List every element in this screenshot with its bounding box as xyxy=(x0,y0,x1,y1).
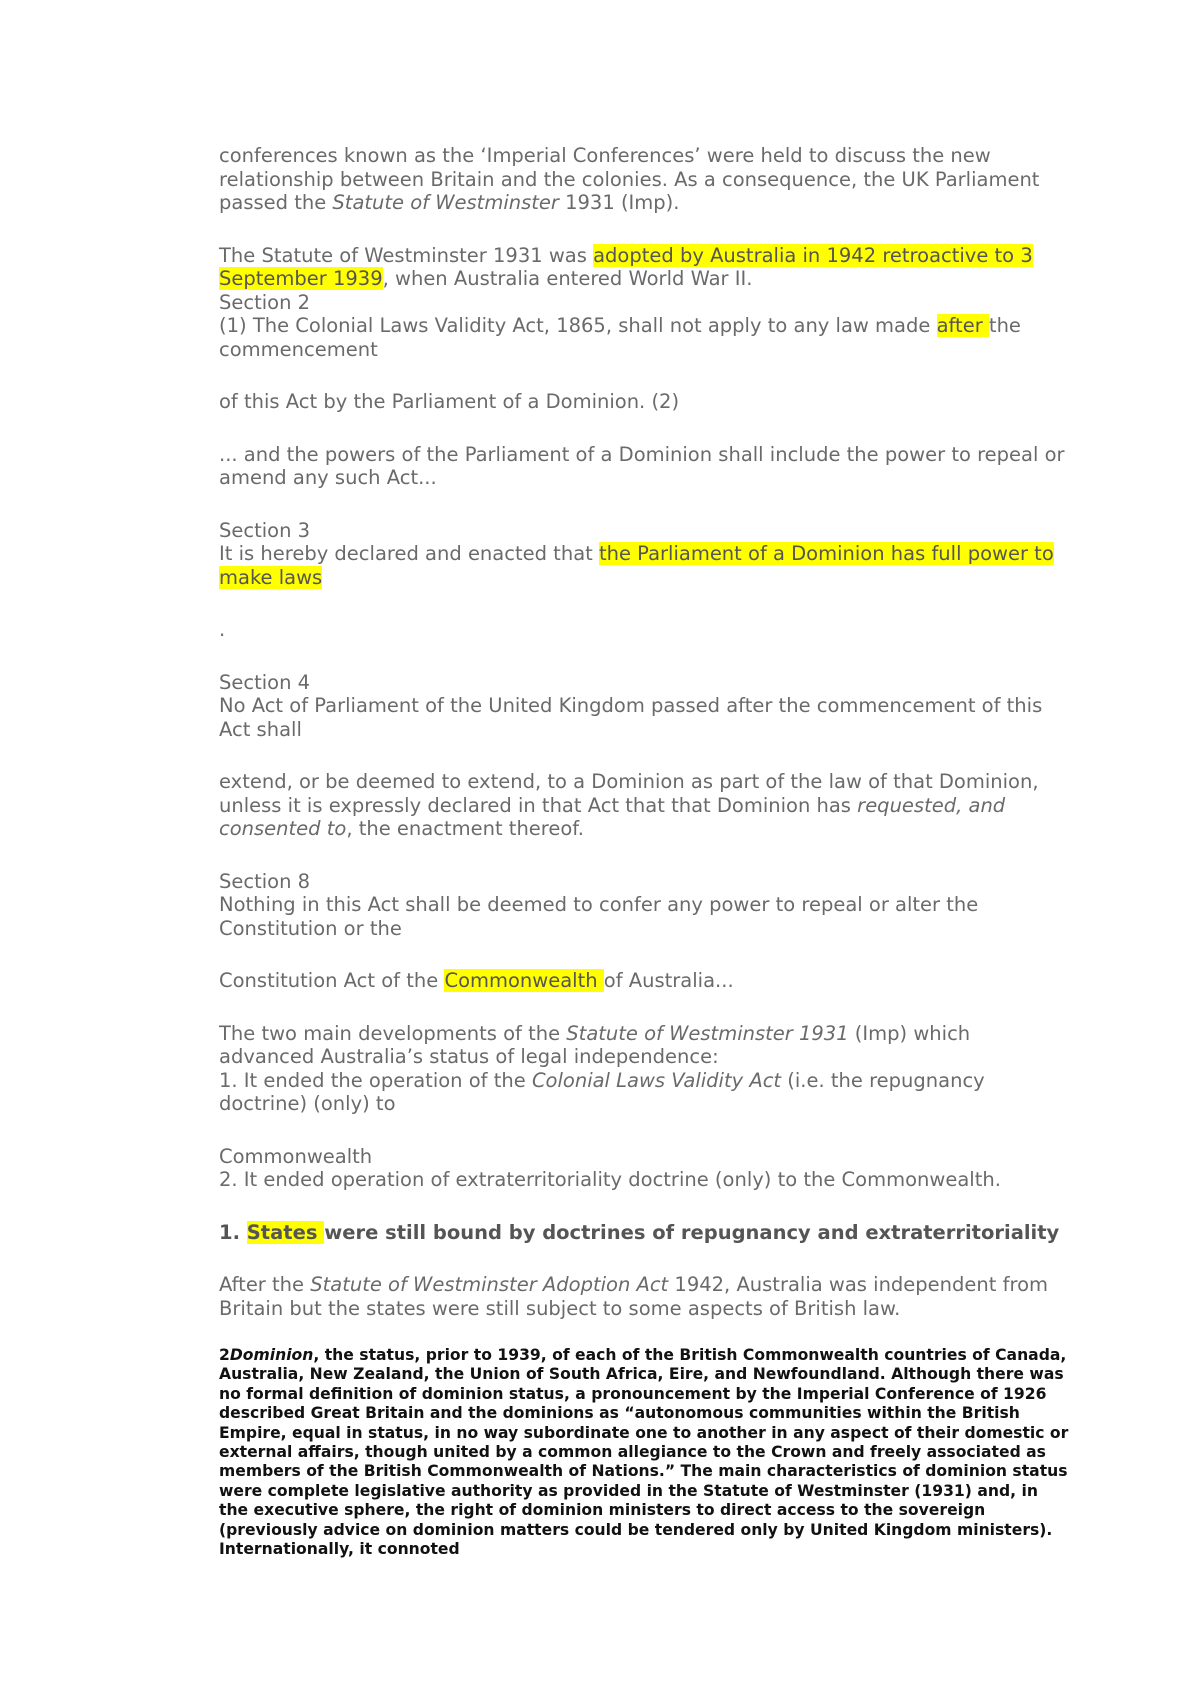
footnote-term: Dominion xyxy=(229,1346,314,1364)
italic-run: requested, and consented to xyxy=(219,793,1006,840)
highlight-run: adopted by Australia in 1942 retroactive to 3 September 1939 xyxy=(219,243,1033,290)
italic-run: Statute of Westminster 1931 xyxy=(566,1021,849,1045)
text-run: (Imp) which advanced Australia’s status of legal independence: xyxy=(219,1021,971,1068)
highlight-run: States xyxy=(246,1220,325,1244)
text-run: After the xyxy=(219,1273,311,1296)
italic-run: Statute of Westminster xyxy=(332,191,559,214)
section-8-heading: Section 8 xyxy=(219,869,311,893)
text-run: , the enactment thereof. xyxy=(346,817,584,840)
footnote-dominion xyxy=(219,1346,1069,1559)
italic-run: Statute of Westminster Adoption Act xyxy=(310,1273,669,1296)
text-run: (i.e. the repugnancy doctrine) (only) to xyxy=(219,1068,985,1115)
text-run: conferences known as the ‘Imperial Conferences’ were held to discuss the new relationship between Britain and the colonies. As a consequence, the UK Parliament passed the xyxy=(219,144,1040,214)
document-body xyxy=(219,144,1069,1320)
section-2-heading: Section 2 xyxy=(219,290,311,314)
section-4-continuation xyxy=(219,770,1069,841)
text-run: The Statute of Westminster 1931 was xyxy=(219,243,594,267)
text-run: The two main developments of the xyxy=(219,1021,567,1045)
section-4-text: No Act of Parliament of the United Kingdom passed after the commencement of this Act shall xyxy=(219,694,1043,741)
developments-intro xyxy=(219,1022,1069,1069)
highlight-run: after xyxy=(936,314,989,337)
highlight-run: Commonwealth xyxy=(444,969,604,992)
footnote-number: 2 xyxy=(219,1346,230,1364)
section-3-text xyxy=(219,542,1069,589)
text-run: 1931 (Imp). xyxy=(558,191,680,214)
text-run: 1942, Australia was independent from Britain but the states were still subject to some aspects of British law. xyxy=(219,1273,1048,1320)
text-run: the commencement xyxy=(219,314,1021,361)
states-bound-heading xyxy=(219,1221,1069,1245)
stray-period: . xyxy=(219,618,226,641)
text-run: (1) The Colonial Laws Validity Act, 1865, shall not apply to any law made xyxy=(219,314,937,337)
section-2-continuation: of this Act by the Parliament of a Dominion. (2) xyxy=(219,390,680,413)
section-2-continuation-2: ... and the powers of the Parliament of a Dominion shall include the power to repeal or amend any such Act... xyxy=(219,442,1065,489)
highlight-run: the Parliament of a Dominion has full power to make laws xyxy=(219,542,1054,589)
commonwealth-line: Commonwealth xyxy=(219,1144,373,1168)
text-run: extend, or be deemed to extend, to a Dominion as part of the law of that Dominion, unless it is expressly declared in that Act that that Dominion has xyxy=(219,770,1039,817)
text-run: It is hereby declared and enacted that xyxy=(219,542,599,565)
text-run: , when Australia entered World War II. xyxy=(382,267,753,290)
text-run: 1. It ended the operation of the xyxy=(219,1068,532,1092)
section-8-continuation xyxy=(219,969,1069,993)
text-run: of Australia... xyxy=(603,969,734,992)
section-2-text xyxy=(219,314,1069,361)
text-run: Constitution Act of the xyxy=(219,969,445,992)
italic-run: Colonial Laws Validity Act xyxy=(531,1068,782,1092)
adoption-act-paragraph xyxy=(219,1273,1069,1320)
footnote-text: , the status, prior to 1939, of each of the British Commonwealth countries of Canada, Australia, New Zealand, the Union of South Africa, Eire, and Newfoundland. Although there was no formal definition of dominion status, a pronouncement by the Imperial Conference of 1926 described Great Britain and the dominions as “autonomous communities within the British Empire, equal in status, in no way subordinate one to another in any aspect of their domestic or external affairs, though united by a common allegiance to the Crown and freely associated as members of the British Commonwealth of Nations.” The main characteristics of dominion status were complete legislative authority as provided in the Statute of Westminster (1931) and, in the executive sphere, the right of dominion ministers to direct access to the sovereign (previously advice on dominion matters could be tendered only by United Kingdom ministers). Internationally, it connoted xyxy=(219,1346,1069,1559)
development-2: 2. It ended operation of extraterritoriality doctrine (only) to the Commonwealth. xyxy=(219,1168,1001,1191)
paragraph-imperial-conferences xyxy=(219,144,1069,215)
section-4-heading: Section 4 xyxy=(219,670,311,694)
text-run: were still bound by doctrines of repugnancy and extraterritoriality xyxy=(324,1220,1060,1244)
section-8-text: Nothing in this Act shall be deemed to confer any power to repeal or alter the Constitution or the xyxy=(219,893,979,940)
section-3-heading: Section 3 xyxy=(219,518,311,542)
development-1 xyxy=(219,1069,1069,1116)
text-run: 1. xyxy=(219,1220,247,1244)
paragraph-adoption xyxy=(219,244,1069,291)
